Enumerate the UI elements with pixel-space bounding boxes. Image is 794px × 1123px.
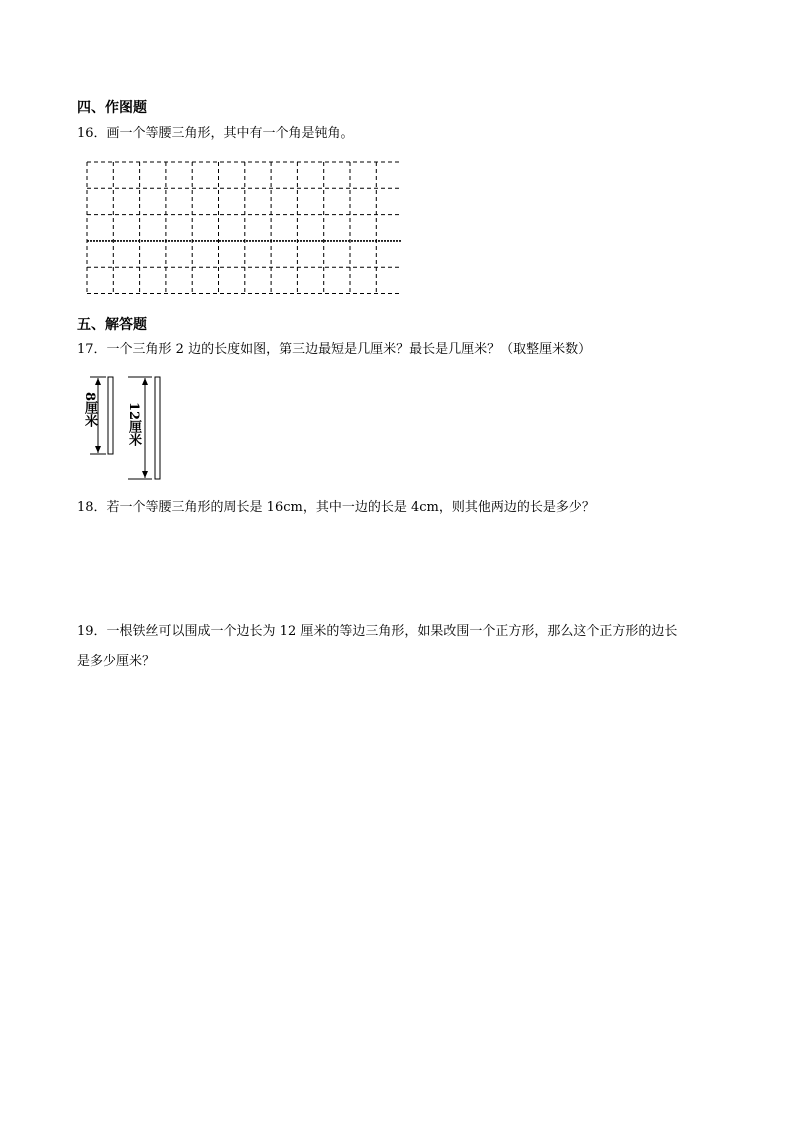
side-8-arrow-down — [95, 446, 101, 453]
side-12-bar — [155, 377, 160, 479]
question-19 — [77, 617, 717, 677]
side-8-arrow-up — [95, 378, 101, 385]
side-12-arrow-down — [142, 471, 148, 478]
side-lengths-figure — [82, 372, 178, 484]
question-19-line-1: 19．一根铁丝可以围成一个边长为 12 厘米的等边三角形，如果改围一个正方形，那么这个正方形的边长 — [77, 624, 678, 639]
side-8-label: 8厘米 — [82, 392, 97, 428]
side-8-bar — [108, 377, 113, 454]
side-12-arrow-up — [142, 378, 148, 385]
drawing-grid — [86, 161, 402, 299]
question-18: 18．若一个等腰三角形的周长是 16cm，其中一边的长是 4cm，则其他两边的长是多少？ — [77, 500, 595, 515]
question-16: 16．画一个等腰三角形，其中有一个角是钝角。 — [77, 126, 354, 141]
side-12-label: 12厘米 — [126, 402, 141, 447]
section-5-title: 五、解答题 — [77, 317, 147, 333]
question-17: 17．一个三角形 2 边的长度如图，第三边最短是几厘米？最长是几厘米？（取整厘米数） — [77, 342, 592, 357]
section-4-title: 四、作图题 — [77, 100, 147, 116]
question-19-line-2: 是多少厘米？ — [77, 654, 156, 669]
